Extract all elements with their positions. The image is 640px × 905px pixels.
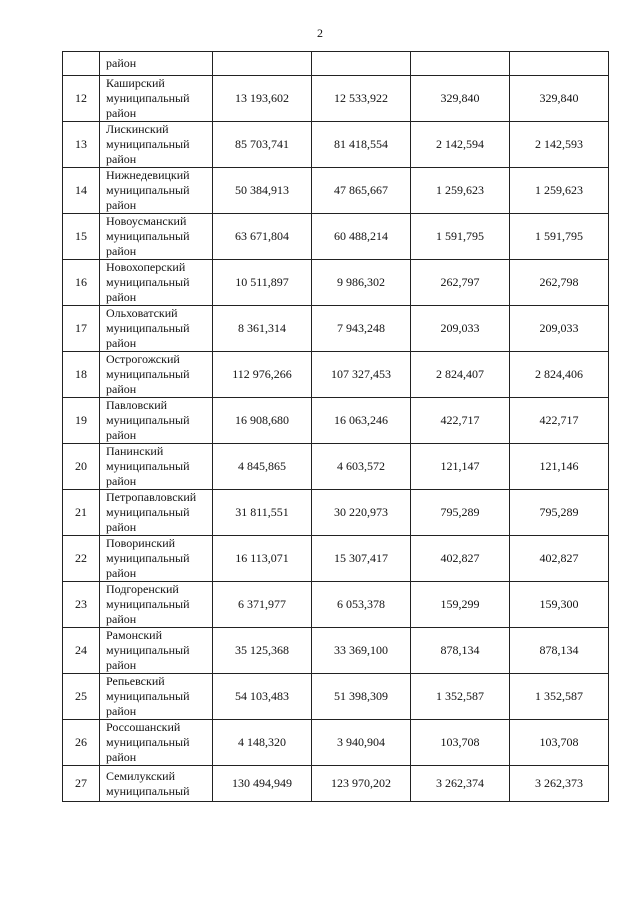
value-cell-2: 3 940,904 (312, 720, 411, 766)
table-row (63, 674, 609, 720)
table-row (63, 122, 609, 168)
value-cell-2: 47 865,667 (312, 168, 411, 214)
table-row (63, 352, 609, 398)
table-row (63, 306, 609, 352)
value-cell-1: 10 511,897 (213, 260, 312, 306)
district-name-line: район (106, 152, 137, 166)
district-name-line: Панинский (106, 444, 164, 458)
district-name-line: Ольховатский (106, 306, 178, 320)
value-cell-1: 31 811,551 (213, 490, 312, 536)
district-name-cell (100, 352, 213, 398)
district-name-line: район (106, 612, 137, 626)
row-number-cell: 15 (63, 214, 100, 260)
value-cell-3: 1 591,795 (411, 214, 510, 260)
district-name-line: район (106, 382, 137, 396)
value-cell-2: 81 418,554 (312, 122, 411, 168)
district-name-line: муниципальный (106, 413, 190, 427)
value-cell-1: 130 494,949 (213, 766, 312, 802)
district-name-line: муниципальный (106, 137, 190, 151)
district-name-line: муниципальный (106, 229, 190, 243)
row-number-cell: 12 (63, 76, 100, 122)
value-cell-1: 13 193,602 (213, 76, 312, 122)
value-cell-4: 795,289 (510, 490, 609, 536)
value-cell-1: 6 371,977 (213, 582, 312, 628)
value-cell-3: 1 259,623 (411, 168, 510, 214)
value-cell-4: 2 142,593 (510, 122, 609, 168)
value-cell-1: 50 384,913 (213, 168, 312, 214)
district-name-line: район (106, 750, 137, 764)
district-name-cell (100, 260, 213, 306)
district-name-line: район (106, 106, 137, 120)
value-cell-2: 51 398,309 (312, 674, 411, 720)
table-row (63, 720, 609, 766)
district-name-cell (100, 122, 213, 168)
row-number-cell: 24 (63, 628, 100, 674)
table-row (63, 766, 609, 802)
district-name-cell (100, 490, 213, 536)
value-cell-2: 16 063,246 (312, 398, 411, 444)
value-cell-3: 3 262,374 (411, 766, 510, 802)
row-number-cell: 13 (63, 122, 100, 168)
value-cell-2 (312, 52, 411, 76)
row-number-cell: 17 (63, 306, 100, 352)
row-number-cell: 19 (63, 398, 100, 444)
value-cell-2: 12 533,922 (312, 76, 411, 122)
district-name-line: муниципальный (106, 689, 190, 703)
value-cell-3: 2 824,407 (411, 352, 510, 398)
district-name-cell (100, 766, 213, 802)
value-cell-4: 103,708 (510, 720, 609, 766)
district-name-line: Петропавловский (106, 490, 197, 504)
district-name-line: Рамонский (106, 628, 163, 642)
district-name-line: Лискинский (106, 122, 169, 136)
row-number-cell: 27 (63, 766, 100, 802)
value-cell-3: 795,289 (411, 490, 510, 536)
value-cell-3: 262,797 (411, 260, 510, 306)
district-name-line: муниципальный (106, 784, 190, 798)
row-number-cell: 22 (63, 536, 100, 582)
district-name-line: Новоусманский (106, 214, 187, 228)
allocation-table (62, 51, 609, 802)
value-cell-4: 1 591,795 (510, 214, 609, 260)
district-name-cell (100, 306, 213, 352)
value-cell-1: 4 148,320 (213, 720, 312, 766)
value-cell-4 (510, 52, 609, 76)
value-cell-4: 1 352,587 (510, 674, 609, 720)
row-number-cell: 18 (63, 352, 100, 398)
district-name-cell (100, 214, 213, 260)
value-cell-4: 422,717 (510, 398, 609, 444)
value-cell-4: 329,840 (510, 76, 609, 122)
value-cell-4: 2 824,406 (510, 352, 609, 398)
value-cell-1: 8 361,314 (213, 306, 312, 352)
value-cell-2: 9 986,302 (312, 260, 411, 306)
value-cell-3: 103,708 (411, 720, 510, 766)
value-cell-1: 35 125,368 (213, 628, 312, 674)
district-name-line: муниципальный (106, 459, 190, 473)
table-row (63, 214, 609, 260)
value-cell-3: 329,840 (411, 76, 510, 122)
district-name-line: район (106, 244, 137, 258)
district-name-line: муниципальный (106, 735, 190, 749)
district-name-line: Семилукский (106, 769, 176, 783)
district-name-line: муниципальный (106, 551, 190, 565)
district-name-line: муниципальный (106, 505, 190, 519)
value-cell-3: 159,299 (411, 582, 510, 628)
district-name-cell (100, 720, 213, 766)
district-name-line: муниципальный (106, 643, 190, 657)
value-cell-2: 4 603,572 (312, 444, 411, 490)
district-name-line: район (106, 198, 137, 212)
district-name-line: муниципальный (106, 367, 190, 381)
district-name-cell (100, 628, 213, 674)
value-cell-3: 1 352,587 (411, 674, 510, 720)
district-name-line: муниципальный (106, 91, 190, 105)
table-row (63, 490, 609, 536)
district-name-line: муниципальный (106, 275, 190, 289)
district-name-line: муниципальный (106, 597, 190, 611)
value-cell-1: 4 845,865 (213, 444, 312, 490)
row-number-cell: 16 (63, 260, 100, 306)
district-name-line: район (106, 566, 137, 580)
value-cell-4: 402,827 (510, 536, 609, 582)
value-cell-2: 123 970,202 (312, 766, 411, 802)
table-row (63, 536, 609, 582)
value-cell-2: 107 327,453 (312, 352, 411, 398)
table-row-continuation (63, 52, 609, 76)
value-cell-3: 2 142,594 (411, 122, 510, 168)
district-name-line: муниципальный (106, 321, 190, 335)
district-name-line: Репьевский (106, 674, 165, 688)
value-cell-3: 121,147 (411, 444, 510, 490)
value-cell-2: 6 053,378 (312, 582, 411, 628)
district-name-line: район (106, 474, 137, 488)
district-name-line: Россошанский (106, 720, 181, 734)
district-name-line: район (106, 56, 137, 70)
district-name-line: Павловский (106, 398, 168, 412)
district-name-line: район (106, 336, 137, 350)
value-cell-1: 16 113,071 (213, 536, 312, 582)
district-name-line: район (106, 520, 137, 534)
district-name-cell (100, 444, 213, 490)
table-row (63, 168, 609, 214)
district-name-line: район (106, 704, 137, 718)
district-name-cell (100, 582, 213, 628)
value-cell-3: 422,717 (411, 398, 510, 444)
row-number-cell: 26 (63, 720, 100, 766)
value-cell-2: 33 369,100 (312, 628, 411, 674)
table-row (63, 398, 609, 444)
value-cell-2: 7 943,248 (312, 306, 411, 352)
value-cell-2: 30 220,973 (312, 490, 411, 536)
table-row (63, 76, 609, 122)
value-cell-3: 878,134 (411, 628, 510, 674)
value-cell-3: 402,827 (411, 536, 510, 582)
value-cell-4: 3 262,373 (510, 766, 609, 802)
value-cell-4: 209,033 (510, 306, 609, 352)
district-name-cell (100, 76, 213, 122)
row-number-cell: 23 (63, 582, 100, 628)
district-name-line: район (106, 290, 137, 304)
value-cell-2: 60 488,214 (312, 214, 411, 260)
value-cell-4: 878,134 (510, 628, 609, 674)
value-cell-1 (213, 52, 312, 76)
page-number: 2 (317, 26, 323, 40)
value-cell-3 (411, 52, 510, 76)
district-name-cell (100, 168, 213, 214)
district-name-line: Острогожский (106, 352, 180, 366)
value-cell-1: 112 976,266 (213, 352, 312, 398)
value-cell-1: 63 671,804 (213, 214, 312, 260)
district-name-cell (100, 536, 213, 582)
value-cell-2: 15 307,417 (312, 536, 411, 582)
table-row (63, 260, 609, 306)
district-name-cell (100, 52, 213, 76)
district-name-line: Нижнедевицкий (106, 168, 190, 182)
table-row (63, 444, 609, 490)
row-number-cell (63, 52, 100, 76)
value-cell-4: 1 259,623 (510, 168, 609, 214)
row-number-cell: 25 (63, 674, 100, 720)
table-row (63, 628, 609, 674)
district-name-line: Подгоренский (106, 582, 179, 596)
row-number-cell: 21 (63, 490, 100, 536)
value-cell-1: 85 703,741 (213, 122, 312, 168)
value-cell-4: 262,798 (510, 260, 609, 306)
district-name-line: район (106, 658, 137, 672)
row-number-cell: 20 (63, 444, 100, 490)
district-name-line: Новохоперский (106, 260, 186, 274)
value-cell-1: 16 908,680 (213, 398, 312, 444)
value-cell-4: 121,146 (510, 444, 609, 490)
district-name-cell (100, 398, 213, 444)
table-body (63, 52, 609, 802)
district-name-cell (100, 674, 213, 720)
value-cell-3: 209,033 (411, 306, 510, 352)
table-row (63, 582, 609, 628)
district-name-line: Поворинский (106, 536, 176, 550)
value-cell-4: 159,300 (510, 582, 609, 628)
district-name-line: муниципальный (106, 183, 190, 197)
district-name-line: Каширский (106, 76, 165, 90)
row-number-cell: 14 (63, 168, 100, 214)
value-cell-1: 54 103,483 (213, 674, 312, 720)
district-name-line: район (106, 428, 137, 442)
